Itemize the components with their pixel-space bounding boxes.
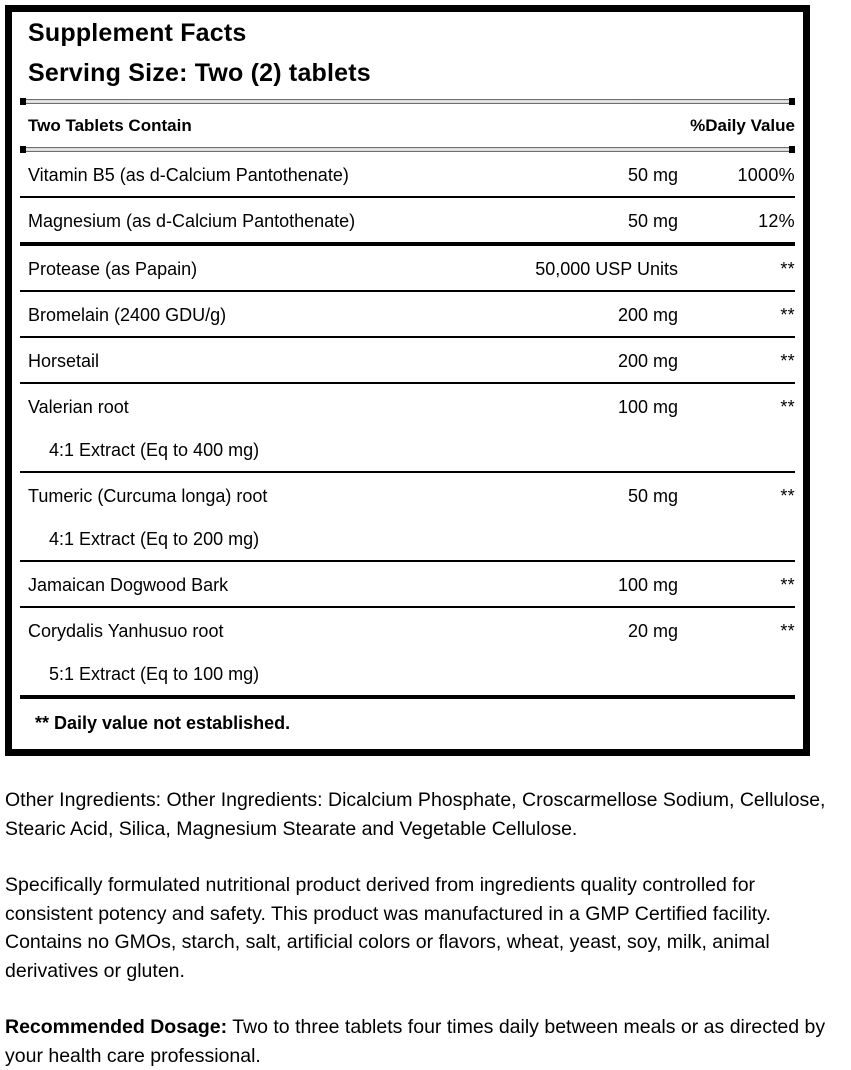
supplement-facts-panel bbox=[5, 5, 810, 756]
ingredient-row bbox=[20, 338, 795, 384]
ingredient-name: Protease (as Papain) bbox=[28, 259, 198, 279]
ingredient-name: Bromelain (2400 GDU/g) bbox=[28, 305, 227, 325]
ingredient-amount: 200 mg bbox=[617, 351, 678, 371]
serving-size: Serving Size: Two (2) tablets bbox=[28, 59, 371, 87]
ingredient-daily-value: ** bbox=[780, 575, 795, 595]
ingredient-name: Magnesium (as d-Calcium Pantothenate) bbox=[28, 211, 356, 231]
ingredient-amount: 20 mg bbox=[627, 621, 678, 641]
ingredient-name: Valerian root bbox=[28, 397, 129, 417]
ingredient-rows bbox=[20, 152, 795, 699]
double-rule-divider bbox=[20, 99, 795, 104]
ingredient-name: Tumeric (Curcuma longa) root bbox=[28, 486, 268, 506]
ingredient-row bbox=[20, 473, 795, 562]
ingredient-extract-detail: 4:1 Extract (Eq to 200 mg) bbox=[49, 529, 260, 549]
ingredient-row bbox=[20, 562, 795, 608]
ingredient-row bbox=[20, 152, 795, 198]
ingredient-name: Vitamin B5 (as d-Calcium Pantothenate) bbox=[28, 165, 349, 185]
double-rule-divider bbox=[20, 147, 795, 152]
ingredient-daily-value: ** bbox=[780, 259, 795, 279]
column-header-contains: Two Tablets Contain bbox=[28, 116, 192, 135]
ingredient-amount: 100 mg bbox=[617, 397, 678, 417]
column-headers bbox=[20, 110, 795, 147]
ingredient-row bbox=[20, 198, 795, 246]
ingredient-daily-value: 12% bbox=[758, 211, 795, 231]
ingredient-amount: 100 mg bbox=[617, 575, 678, 595]
ingredient-name: Horsetail bbox=[28, 351, 100, 371]
ingredient-daily-value: ** bbox=[780, 351, 795, 371]
ingredient-amount: 50 mg bbox=[627, 211, 678, 231]
ingredient-row bbox=[20, 384, 795, 473]
ingredient-extract-detail: 4:1 Extract (Eq to 400 mg) bbox=[49, 440, 260, 460]
ingredient-amount: 50 mg bbox=[627, 486, 678, 506]
description-paragraph: Specifically formulated nutritional product derived from ingredients quality controlled for consistent potency and safety. This product was manufactured in a GMP Certified facility. Contains no GMOs, starch, salt, artificial colors or flavors, wheat, yeast, soy, milk, animal derivatives or gluten. bbox=[5, 874, 771, 982]
ingredient-daily-value: 1000% bbox=[737, 165, 795, 185]
label-body-copy bbox=[0, 786, 851, 1070]
ingredient-daily-value: ** bbox=[780, 305, 795, 325]
ingredient-amount: 50,000 USP Units bbox=[535, 259, 678, 279]
ingredient-daily-value: ** bbox=[780, 486, 795, 506]
ingredient-name: Jamaican Dogwood Bark bbox=[28, 575, 229, 595]
ingredient-name: Corydalis Yanhusuo root bbox=[28, 621, 224, 641]
ingredient-row bbox=[20, 292, 795, 338]
ingredient-amount: 50 mg bbox=[627, 165, 678, 185]
ingredient-amount: 200 mg bbox=[617, 305, 678, 325]
dosage-text: Two to three tablets four times daily between meals or as directed by your health care professional. bbox=[5, 1016, 826, 1067]
daily-value-footnote: ** Daily value not established. bbox=[35, 713, 291, 733]
dosage-label: Recommended Dosage: bbox=[5, 1016, 228, 1038]
other-ingredients-paragraph: Other Ingredients: Other Ingredients: Dicalcium Phosphate, Croscarmellose Sodium, Cellulose, Stearic Acid, Silica, Magnesium Stearate and Vegetable Cellulose. bbox=[5, 789, 826, 840]
ingredient-row bbox=[20, 608, 795, 699]
ingredient-extract-detail: 5:1 Extract (Eq to 100 mg) bbox=[49, 664, 260, 684]
panel-title: Supplement Facts bbox=[28, 19, 247, 47]
ingredient-daily-value: ** bbox=[780, 397, 795, 417]
dosage-paragraph bbox=[5, 1013, 847, 1070]
ingredient-row bbox=[20, 246, 795, 292]
column-header-daily-value: %Daily Value bbox=[690, 116, 795, 135]
ingredient-daily-value: ** bbox=[780, 621, 795, 641]
